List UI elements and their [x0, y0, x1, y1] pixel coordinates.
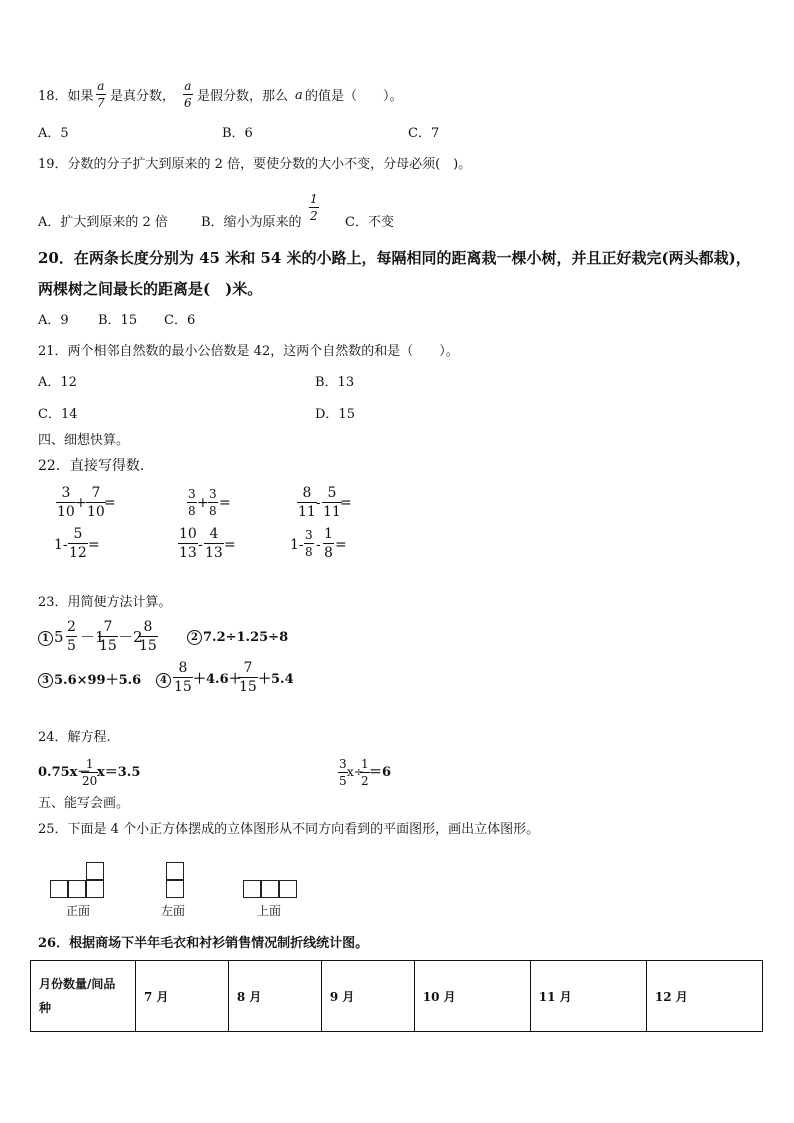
q23-p2: 2 7.2÷1.25÷8 [187, 630, 288, 645]
q18-text-4: 的值是（ ）。 [305, 89, 403, 104]
top-view-square [243, 880, 261, 898]
q18-text-3: 是假分数，那么 [197, 89, 289, 104]
q22-e5-frac-a: $\frac{10}{13}$ [179, 526, 197, 561]
q21-option-d: D．15 [315, 407, 355, 422]
q23-p4-mark: 4 [156, 673, 171, 688]
q19-frac-1-2: $\frac{1}{2}$ [310, 192, 318, 223]
q22-e1-eq: = [104, 495, 116, 511]
q23-p1-op1: －1 [80, 628, 105, 646]
q22-e6-frac-b: $\frac{1}{8}$ [324, 526, 333, 561]
q24-eq1-a: 0.75x－ [38, 765, 91, 780]
q24-eq2-a: x÷ [347, 765, 364, 779]
q20-option-c: C．6 [164, 313, 196, 328]
q23-p1-mark: 1 [38, 631, 53, 646]
q20-option-a: A．9 [38, 313, 69, 328]
q22-e6-eq: = [335, 537, 347, 553]
table-row [31, 961, 763, 1032]
month-cell: 9 月 [321, 961, 414, 1032]
q23-p1-frac-3: $\frac{8}{15}$ [139, 619, 157, 654]
q18-var: a [295, 88, 303, 103]
q18-text-2: 是真分数， [110, 89, 176, 104]
month-cell: 12 月 [646, 961, 762, 1032]
q22-e1-frac-a: $\frac{3}{10}$ [57, 485, 75, 520]
q20-line-2: 两棵树之间最长的距离是( )米。 [38, 280, 263, 298]
q23-title: 23．用简便方法计算。 [38, 595, 172, 610]
q24-eq2-b: ＝6 [369, 765, 392, 780]
top-view-caption: 上面 [257, 904, 282, 918]
q26-text: 26．根据商场下半年毛衣和衬衫销售情况制折线统计图。 [38, 936, 369, 951]
q24-eq1-frac: $\frac{1}{20}$ [82, 757, 98, 788]
q22-e6-op: - [316, 537, 321, 553]
q22-e2-eq: = [219, 495, 231, 511]
left-view-square [166, 880, 184, 898]
q23-p1: 1 5 [38, 630, 64, 646]
q23-p1-frac-1: $\frac{2}{5}$ [67, 619, 76, 654]
front-view-caption: 正面 [66, 904, 91, 918]
q20-option-b: B．15 [98, 313, 138, 328]
q22-e3-op: - [316, 495, 321, 511]
section-5-heading: 五、能写会画。 [38, 796, 130, 811]
q22-e2-frac-a: $\frac{3}{8}$ [188, 487, 196, 518]
q23-p4-frac-1: $\frac{8}{15}$ [174, 660, 192, 695]
q22-e5-frac-b: $\frac{4}{13}$ [205, 526, 223, 561]
q18-option-c: C．7 [408, 126, 440, 141]
left-view-caption: 左面 [161, 904, 186, 918]
month-cell: 7 月 [136, 961, 229, 1032]
q23-p3-mark: 3 [38, 673, 53, 688]
q24-eq2-frac-1: $\frac{3}{5}$ [339, 757, 347, 788]
q23-p3: 3 5.6×99＋5.6 [38, 673, 141, 688]
q23-p4-tail: ＋5.4 [258, 672, 294, 687]
q22-e4-eq: = [88, 537, 100, 553]
q19-option-b: B．缩小为原来的 [201, 215, 302, 230]
q18-text: 18．如果 [38, 89, 94, 104]
q21-option-c: C．14 [38, 407, 78, 422]
q19-option-a: A．扩大到原来的 2 倍 [38, 215, 168, 230]
front-view-square [50, 880, 68, 898]
q24-eq2-frac-2: $\frac{1}{2}$ [361, 757, 369, 788]
q21-text: 21．两个相邻自然数的最小公倍数是 42，这两个自然数的和是（ ）。 [38, 344, 459, 359]
q23-p4-mid: ＋4.6＋ [193, 672, 242, 687]
q22-e5-eq: = [224, 537, 236, 553]
q19-option-c: C．不变 [345, 215, 394, 230]
front-view-square [68, 880, 86, 898]
q23-p4-frac-2: $\frac{7}{15}$ [239, 660, 257, 695]
q20-line-1: 20．在两条长度分别为 45 米和 54 米的小路上，每隔相同的距离栽一棵小树，并且正好栽完(两头都栽)， [38, 249, 751, 267]
q19-text: 19．分数的分子扩大到原来的 2 倍，要使分数的大小不变，分母必须( )。 [38, 157, 472, 172]
q22-e1-frac-b: $\frac{7}{10}$ [87, 485, 105, 520]
q23-p4-mark-wrap [156, 673, 172, 688]
section-4-heading: 四、细想快算。 [38, 433, 130, 448]
q22-e3-frac-b: $\frac{5}{11}$ [323, 485, 341, 520]
q22-e6-frac-a: $\frac{3}{8}$ [305, 528, 313, 559]
q18-option-b: B．6 [222, 126, 253, 141]
q23-p2-mark: 2 [187, 630, 202, 645]
q22-title: 22．直接写得数. [38, 458, 145, 474]
q22-e2-frac-b: $\frac{3}{8}$ [209, 487, 217, 518]
q18-frac-a-7: $\frac{a}{7}$ [97, 79, 105, 110]
front-view-square [86, 862, 104, 880]
q22-e4-frac: $\frac{5}{12}$ [69, 526, 87, 561]
month-cell: 10 月 [414, 961, 530, 1032]
q25-text: 25．下面是 4 个小正方体摆成的立体图形从不同方向看到的平面图形，画出立体图形。 [38, 822, 540, 837]
q22-e2-op: + [197, 495, 209, 511]
left-view-square [166, 862, 184, 880]
q23-p1-frac-2: $\frac{7}{15}$ [99, 619, 117, 654]
q22-e4-lead: 1- [54, 537, 68, 553]
month-cell: 11 月 [530, 961, 646, 1032]
front-view-square [86, 880, 104, 898]
q21-option-a: A．12 [38, 375, 77, 390]
q22-e5-op: - [198, 537, 203, 553]
q22-e1-op: + [75, 495, 87, 511]
month-cell: 8 月 [228, 961, 321, 1032]
top-view-square [279, 880, 297, 898]
q23-p1-op2: －2 [118, 628, 143, 646]
q22-e3-frac-a: $\frac{8}{11}$ [298, 485, 316, 520]
q24-eq1-b: x＝3.5 [97, 765, 141, 780]
sales-table [30, 960, 763, 1032]
top-view-square [261, 880, 279, 898]
q18-frac-a-6: $\frac{a}{6}$ [184, 79, 192, 110]
q21-option-b: B．13 [315, 375, 355, 390]
q22-e3-eq: = [340, 495, 352, 511]
q22-e6-lead: 1- [290, 537, 304, 553]
table-header-cell: 月份数量/间品 种 [31, 961, 136, 1032]
q18-option-a: A．5 [38, 126, 69, 141]
q24-title: 24．解方程. [38, 730, 111, 745]
